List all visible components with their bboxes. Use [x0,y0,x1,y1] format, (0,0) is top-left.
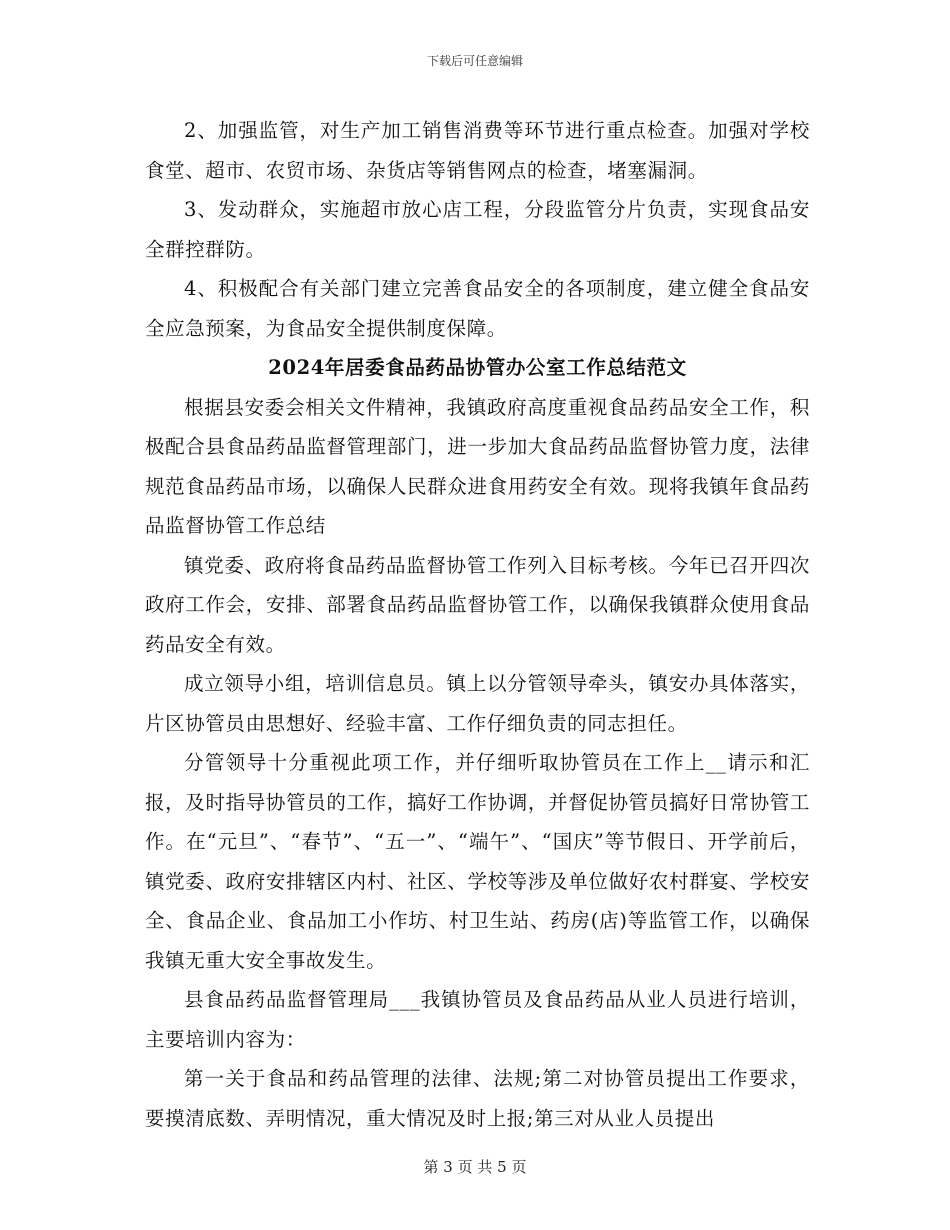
paragraph: 4、积极配合有关部门建立完善食品安全的各项制度，建立健全食品安全应急预案，为食品安全提供制度保障。 [145,277,810,340]
paragraph: 3、发动群众，实施超市放心店工程，分段监管分片负责，实现食品安全群控群防。 [145,198,810,261]
paragraph: 镇党委、政府将食品药品监督协管工作列入目标考核。今年已召开四次政府工作会，安排、部署食品药品监督协管工作，以确保我镇群众使用食品药品安全有效。 [145,553,810,656]
paragraph: 第一关于食品和药品管理的法律、法规;第二对协管员提出工作要求，要摸清底数、弄明情况，重大情况及时上报;第三对从业人员提出 [145,1067,810,1130]
paragraph: 分管领导十分重视此项工作，并仔细听取协管员在工作上__请示和汇报，及时指导协管员的工作，搞好工作协调，并督促协管员搞好日常协管工作。在“元旦”、“春节”、“五一”、“端午”、“国庆”等节假日、开学前后，镇党委、政府安排辖区内村、社区、学校等涉及单位做好农村群宴、学校安全、食品企业、食品加工小作坊、村卫生站、药房(店)等监管工作，以确保我镇无重大安全事故发生。 [145,751,810,972]
paragraph: 根据县安委会相关文件精神，我镇政府高度重视食品药品安全工作，积极配合县食品药品监督管理部门，进一步加大食品药品监督协管力度，法律规范食品药品市场，以确保人民群众进食用药安全有效。现将我镇年食品药品监督协管工作总结 [145,395,810,537]
paragraph: 2、加强监管，对生产加工销售消费等环节进行重点检查。加强对学校食堂、超市、农贸市场、杂货店等销售网点的检查，堵塞漏洞。 [145,119,810,182]
document-body [145,111,810,1138]
paragraph: 成立领导小组，培训信息员。镇上以分管领导牵头，镇安办具体落实，片区协管员由思想好、经验丰富、工作仔细负责的同志担任。 [145,672,810,735]
paragraph: 县食品药品监督管理局___我镇协管员及食品药品从业人员进行培训，主要培训内容为： [145,988,810,1051]
page-header-note: 下载后可任意编辑 [426,54,523,68]
page-number: 第 3 页 共 5 页 [423,1158,527,1176]
section-title: 2024年居委食品药品协管办公室工作总结范文 [268,356,687,379]
